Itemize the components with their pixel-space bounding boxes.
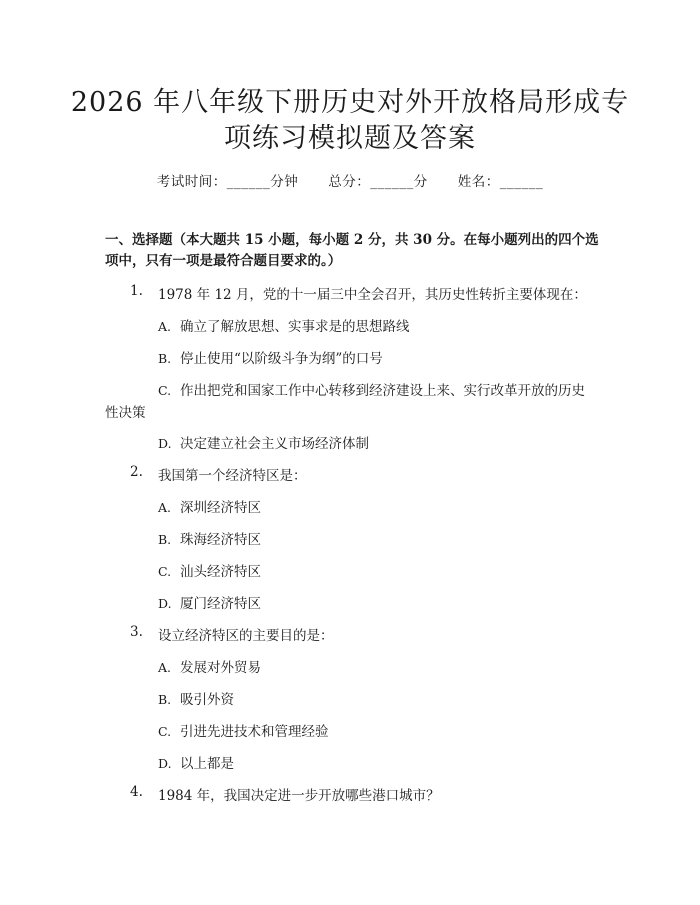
- exam-meta: [0, 170, 700, 190]
- section-heading-line-1: 一、选择题（本大题共 15 小题，每小题 2 分，共 30 分。在每小题列出的四个选: [105, 232, 599, 248]
- exam-time-label: 考试时间：______分钟: [156, 174, 299, 190]
- total-score-label: 总分：______分: [328, 174, 428, 190]
- option-3b: [158, 688, 234, 708]
- section-heading-line-2: 项中，只有一项是最符合题目要求的。）: [105, 253, 342, 269]
- option-letter: D.: [158, 596, 172, 611]
- option-text: 厦门经济特区: [180, 596, 261, 612]
- page-title-line-2: 项练习模拟题及答案: [224, 123, 476, 154]
- option-text: 引进先进技术和管理经验: [180, 724, 329, 740]
- option-2d: [158, 592, 261, 612]
- question-number: 2.: [130, 464, 143, 480]
- option-letter: B.: [158, 351, 172, 366]
- option-letter: C.: [158, 724, 172, 739]
- option-1c-continuation: 性决策: [105, 405, 146, 421]
- page-title-line-1: 2026 年八年级下册历史对外开放格局形成专: [70, 87, 630, 118]
- option-text: 深圳经济特区: [180, 500, 261, 516]
- option-letter: A.: [158, 319, 172, 334]
- option-3a: [158, 656, 261, 676]
- option-letter: C.: [158, 564, 172, 579]
- option-letter: D.: [158, 436, 172, 451]
- option-text: 确立了解放思想、实事求是的思想路线: [180, 319, 410, 335]
- question-text: 我国第一个经济特区是：: [158, 468, 307, 484]
- option-1a: [158, 315, 410, 335]
- option-1b: [158, 347, 383, 367]
- student-name-label: 姓名：______: [457, 174, 544, 190]
- option-2c: [158, 560, 261, 580]
- option-text: 珠海经济特区: [180, 532, 261, 548]
- option-text: 吸引外资: [180, 692, 234, 708]
- option-text: 汕头经济特区: [180, 564, 261, 580]
- option-text: 停止使用“以阶级斗争为纲”的口号: [180, 351, 383, 367]
- option-2a: [158, 496, 261, 516]
- question-number: 4.: [130, 784, 143, 800]
- option-letter: B.: [158, 692, 172, 707]
- option-1c: [158, 379, 585, 399]
- question-number: 3.: [130, 624, 143, 640]
- option-1d: [158, 432, 369, 452]
- option-letter: A.: [158, 660, 172, 675]
- option-2b: [158, 528, 261, 548]
- option-text: 发展对外贸易: [180, 660, 261, 676]
- option-text: 作出把党和国家工作中心转移到经济建设上来、实行改革开放的历史: [180, 383, 585, 399]
- question-text: 1984 年，我国决定进一步开放哪些港口城市？: [158, 788, 440, 804]
- question-text: 1978 年 12 月，党的十一届三中全会召开，其历史性转折主要体现在：: [158, 287, 587, 303]
- option-letter: C.: [158, 383, 172, 398]
- option-text: 决定建立社会主义市场经济体制: [180, 436, 369, 452]
- option-letter: D.: [158, 756, 172, 771]
- option-letter: A.: [158, 500, 172, 515]
- question-number: 1.: [130, 283, 143, 299]
- question-text: 设立经济特区的主要目的是：: [158, 628, 334, 644]
- option-text: 以上都是: [180, 756, 234, 772]
- option-3c: [158, 720, 329, 740]
- option-3d: [158, 752, 234, 772]
- option-letter: B.: [158, 532, 172, 547]
